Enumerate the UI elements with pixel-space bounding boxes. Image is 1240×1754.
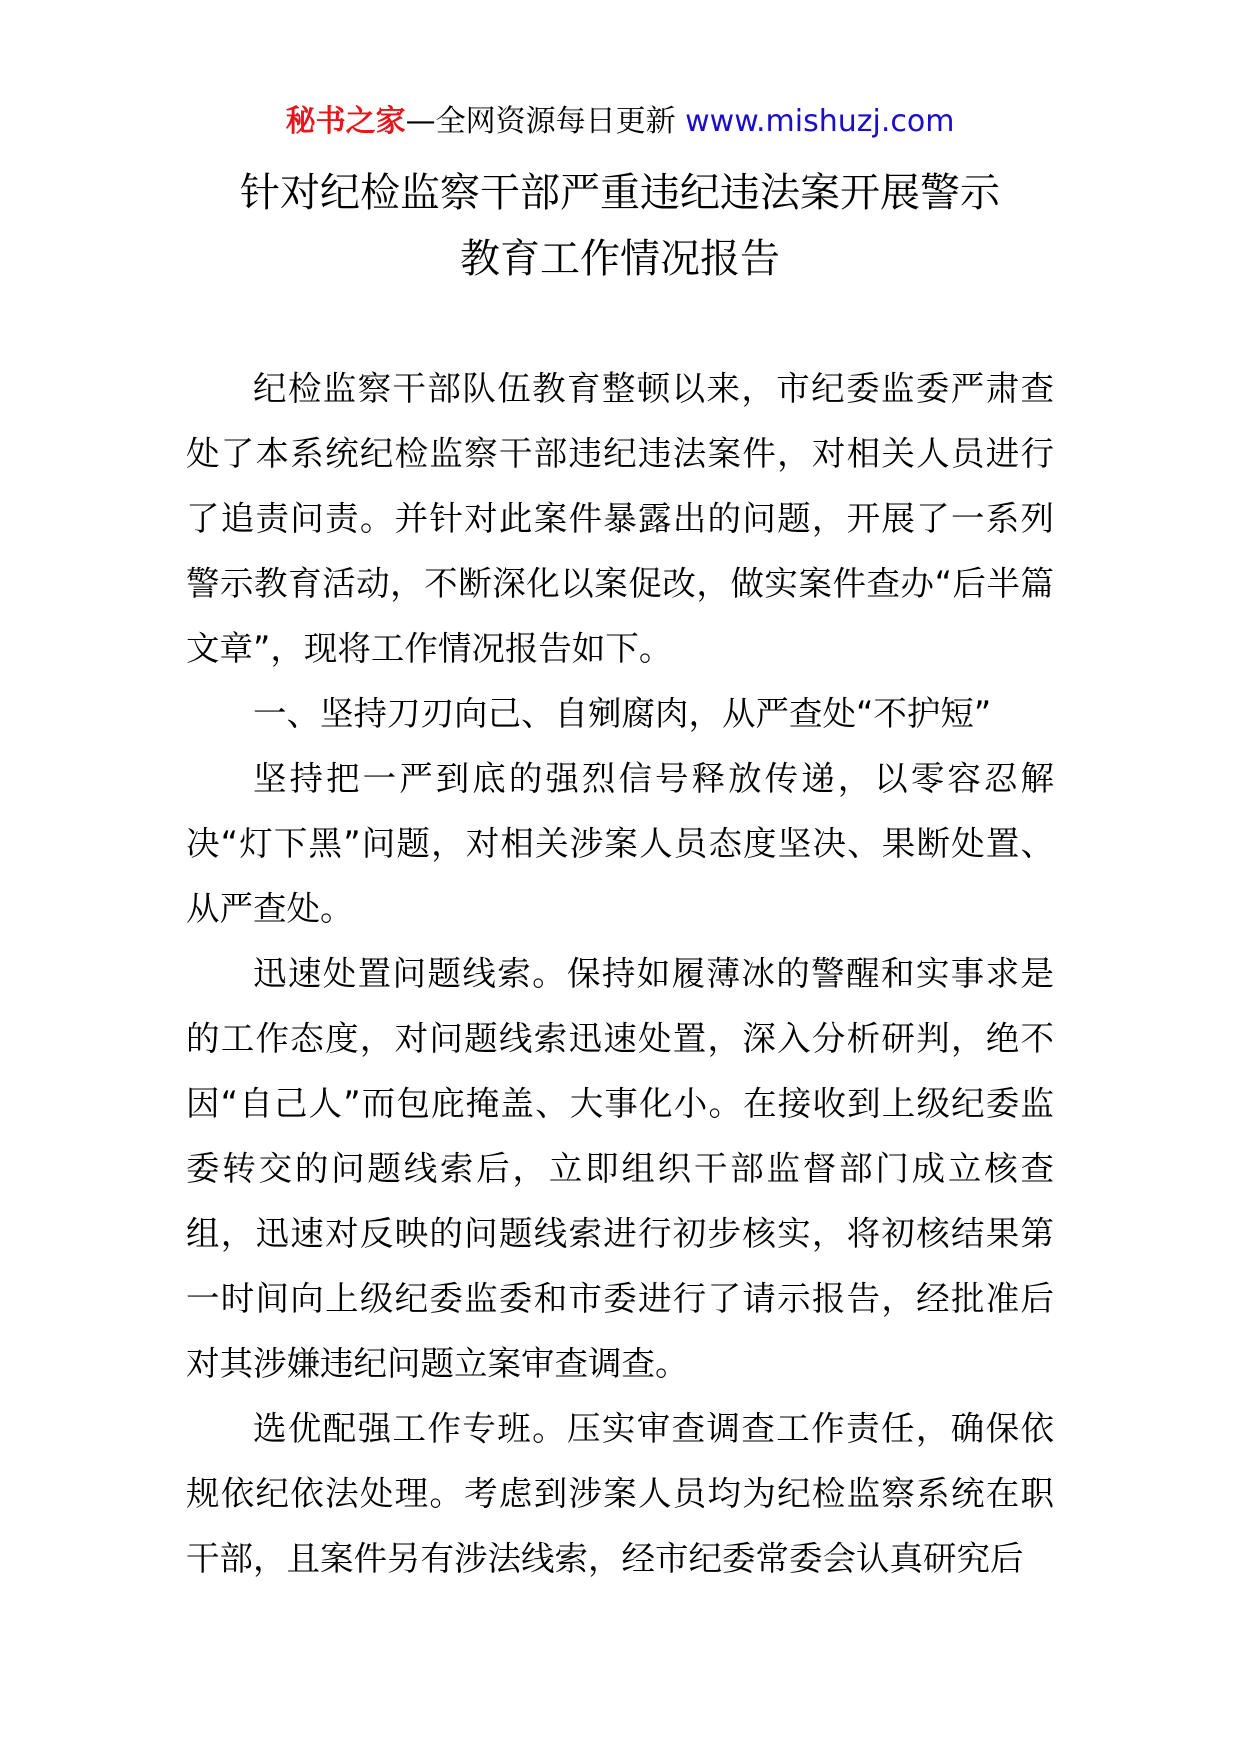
document-body: [186, 356, 1054, 1591]
title-line-1: 针对纪检监察干部严重违纪违法案开展警示: [240, 170, 1000, 216]
task-force-paragraph: 选优配强工作专班。压实审查调查工作责任，确保依规依纪依法处理。考虑到涉案人员均为纪检监察系统在职干部，且案件另有涉法线索，经市纪委常委会认真研究后: [186, 1409, 1054, 1578]
brand-name: 秘书之家: [285, 104, 406, 139]
section-1-summary-paragraph: 坚持把一严到底的强烈信号释放传递，以零容忍解决“灯下黑”问题，对相关涉案人员态度坚决、果断处置、从严查处。: [186, 759, 1054, 928]
intro-paragraph: 纪检监察干部队伍教育整顿以来，市纪委监委严肃查处了本系统纪检监察干部违纪违法案件，对相关人员进行了追责问责。并针对此案件暴露出的问题，开展了一系列警示教育活动，不断深化以案促改，做实案件查办“后半篇文章”，现将工作情况报告如下。: [186, 369, 1054, 668]
site-slogan: —全网资源每日更新: [405, 104, 686, 139]
clue-handling-paragraph: 迅速处置问题线索。保持如履薄冰的警醒和实事求是的工作态度，对问题线索迅速处置，深入分析研判，绝不因“自己人”而包庇掩盖、大事化小。在接收到上级纪委监委转交的问题线索后，立即组织干部监督部门成立核查组，迅速对反映的问题线索进行初步核实，将初核结果第一时间向上级纪委监委和市委进行了请示报告，经批准后对其涉嫌违纪问题立案审查调查。: [186, 954, 1054, 1383]
document-title: [0, 160, 1240, 292]
site-header: [0, 100, 1240, 144]
section-heading-1: 一、坚持刀刃向己、自剜腐肉，从严查处“不护短”: [253, 694, 992, 733]
site-url-link[interactable]: www.mishuzj.com: [685, 104, 955, 139]
title-line-2: 教育工作情况报告: [460, 236, 780, 282]
